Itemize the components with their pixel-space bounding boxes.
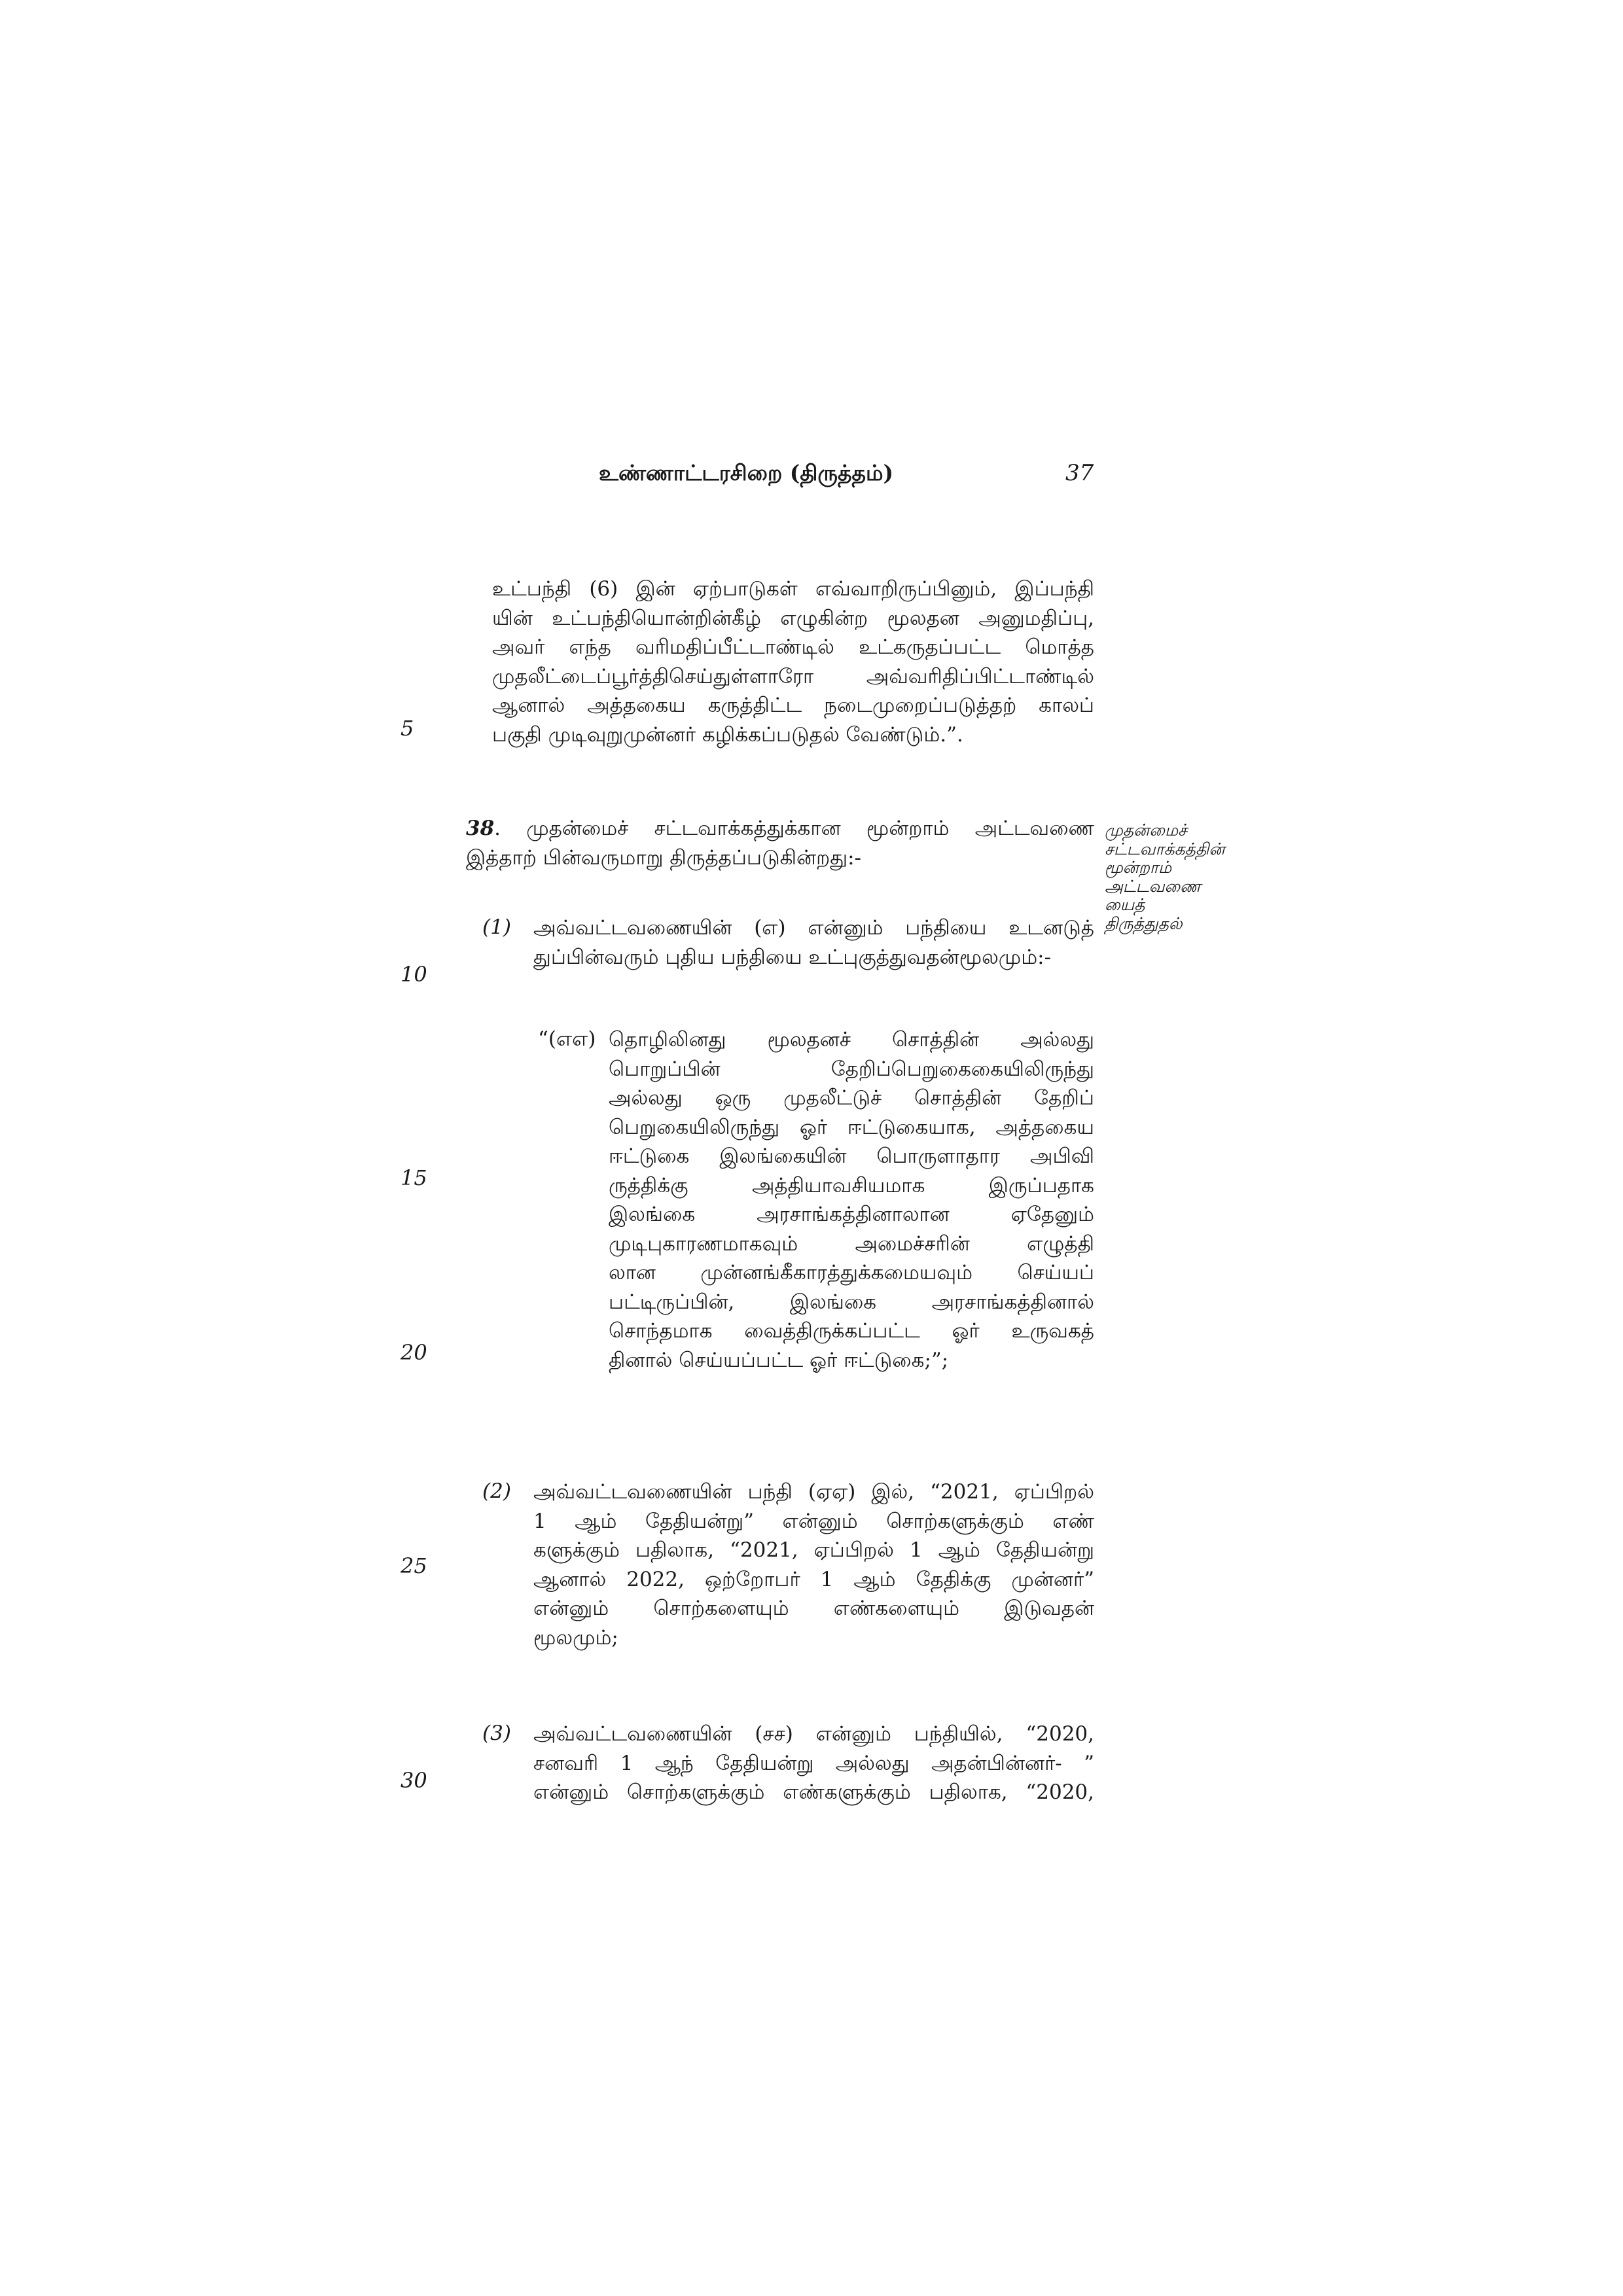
line-number: 20 xyxy=(401,1340,427,1365)
section-38 xyxy=(466,814,1094,872)
text-line: அவ்வட்டவணையின் பந்தி (ஏஏ) இல், “2021, ஏப்பிறல் xyxy=(533,1480,1094,1504)
section-38-line-1-text: . முதன்மைச் சட்டவாக்கத்துக்கான மூன்றாம் அட்டவணை xyxy=(494,817,1094,840)
section-38-first-line xyxy=(466,814,1094,843)
text-line: ருத்திக்கு அத்தியாவசியமாக இருப்பதாக xyxy=(609,1173,1094,1197)
line-number: 30 xyxy=(401,1768,427,1793)
text-line: அல்லது ஒரு முதலீட்டுச் சொத்தின் தேறிப் xyxy=(609,1086,1094,1110)
margin-note xyxy=(1105,821,1245,933)
margin-note-line: யைத் xyxy=(1105,895,1145,914)
item-2-text xyxy=(533,1477,1094,1652)
text-line: அவ்வட்டவணையின் (எ) என்னும் பந்தியை உடனடுத் xyxy=(533,916,1094,940)
text-line: யின் உட்பந்தியொன்றின்கீழ் எழுகின்ற மூலதன அனுமதிப்பு, xyxy=(492,606,1094,630)
text-line: லான முன்னங்கீகாரத்துக்கமையவும் செய்யப் xyxy=(609,1261,1094,1284)
margin-note-line: முதன்மைச் xyxy=(1105,821,1187,839)
item-2-marker: (2) xyxy=(482,1479,511,1503)
item-1-marker: (1) xyxy=(482,915,511,939)
page-title: உண்ணாட்டரசிறை (திருத்தம்) xyxy=(599,460,894,486)
text-line: பெறுகையிலிருந்து ஓர் ஈட்டுகையாக, அத்தகைய xyxy=(609,1115,1094,1139)
line-number: 5 xyxy=(401,716,414,741)
margin-note-line: மூன்றாம் xyxy=(1105,858,1172,877)
margin-note-line: அட்டவணை xyxy=(1105,876,1201,896)
text-line: உட்பந்தி (6) இன் ஏற்பாடுகள் எவ்வாறிருப்பினும், இப்பந்தி xyxy=(492,577,1094,601)
page-number: 37 xyxy=(1065,460,1094,486)
quoted-clause-marker: “(எஎ) xyxy=(538,1027,596,1051)
margin-note-line: சட்டவாக்கத்தின் xyxy=(1105,839,1225,858)
text-line: பகுதி முடிவுறுமுன்னர் கழிக்கப்படுதல் வேண்டும்.”. xyxy=(492,722,963,747)
item-3-text xyxy=(533,1720,1094,1807)
text-line: அவர் எந்த வரிமதிப்பீட்டாண்டில் உட்கருதப்பட்ட மொத்த xyxy=(492,635,1094,659)
text-line: சனவரி 1 ஆந் தேதியன்று அல்லது அதன்பின்னர்- ” xyxy=(533,1751,1094,1775)
text-line: ஆனால் அத்தகைய கருத்திட்ட நடைமுறைப்படுத்தற் காலப் xyxy=(492,694,1094,717)
section-number: 38 xyxy=(466,817,495,840)
text-line: ஈட்டுகை இலங்கையின் பொருளாதார அபிவி xyxy=(609,1144,1094,1168)
text-line: தொழிலினது மூலதனச் சொத்தின் அல்லது xyxy=(609,1028,1094,1051)
continuation-paragraph xyxy=(492,574,1094,749)
item-3-marker: (3) xyxy=(482,1722,511,1745)
text-line: முதலீட்டைப்பூர்த்திசெய்துள்ளாரோ அவ்வரிதிப்பிட்டாண்டில் xyxy=(492,664,1094,688)
line-number: 15 xyxy=(401,1165,427,1190)
text-line: பொறுப்பின் தேறிப்பெறுகைகையிலிருந்து xyxy=(609,1057,1094,1081)
item-1-text xyxy=(533,913,1094,972)
quoted-clause xyxy=(609,1025,1094,1375)
text-line: 1 ஆம் தேதியன்று” என்னும் சொற்களுக்கும் எண் xyxy=(533,1509,1094,1533)
line-number: 25 xyxy=(401,1553,427,1578)
text-line: தினால் செய்யப்பட்ட ஓர் ஈட்டுகை;”; xyxy=(609,1348,949,1372)
section-38-line-2: இத்தாற் பின்வருமாறு திருத்தப்படுகின்றது:- xyxy=(466,845,862,870)
text-line: சொந்தமாக வைத்திருக்கப்பட்ட ஓர் உருவகத் xyxy=(609,1319,1094,1343)
text-line: அவ்வட்டவணையின் (சச) என்னும் பந்தியில், “2020, xyxy=(533,1722,1094,1746)
text-line: என்னும் சொற்களையும் எண்களையும் இடுவதன் xyxy=(533,1597,1094,1620)
text-line: மூலமும்; xyxy=(533,1625,618,1650)
text-line: முடிபுகாரணமாகவும் அமைச்சரின் எழுத்தி xyxy=(609,1231,1094,1256)
text-line: இலங்கை அரசாங்கத்தினாலான ஏதேனும் xyxy=(609,1203,1094,1226)
line-number: 10 xyxy=(401,962,427,987)
text-line: துப்பின்வரும் புதிய பந்தியை உட்புகுத்துவதன்மூலமும்:- xyxy=(533,945,1052,969)
text-line: களுக்கும் பதிலாக, “2021, ஏப்பிறல் 1 ஆம் தேதியன்று xyxy=(533,1538,1094,1562)
text-line: ஆனால் 2022, ஒற்றோபர் 1 ஆம் தேதிக்கு முன்னர்” xyxy=(533,1567,1094,1591)
text-line: என்னும் சொற்களுக்கும் எண்களுக்கும் பதிலாக, “2020, xyxy=(533,1780,1094,1804)
margin-note-line: திருத்துதல் xyxy=(1105,913,1183,933)
text-line: பட்டிருப்பின், இலங்கை அரசாங்கத்தினால் xyxy=(609,1290,1094,1314)
